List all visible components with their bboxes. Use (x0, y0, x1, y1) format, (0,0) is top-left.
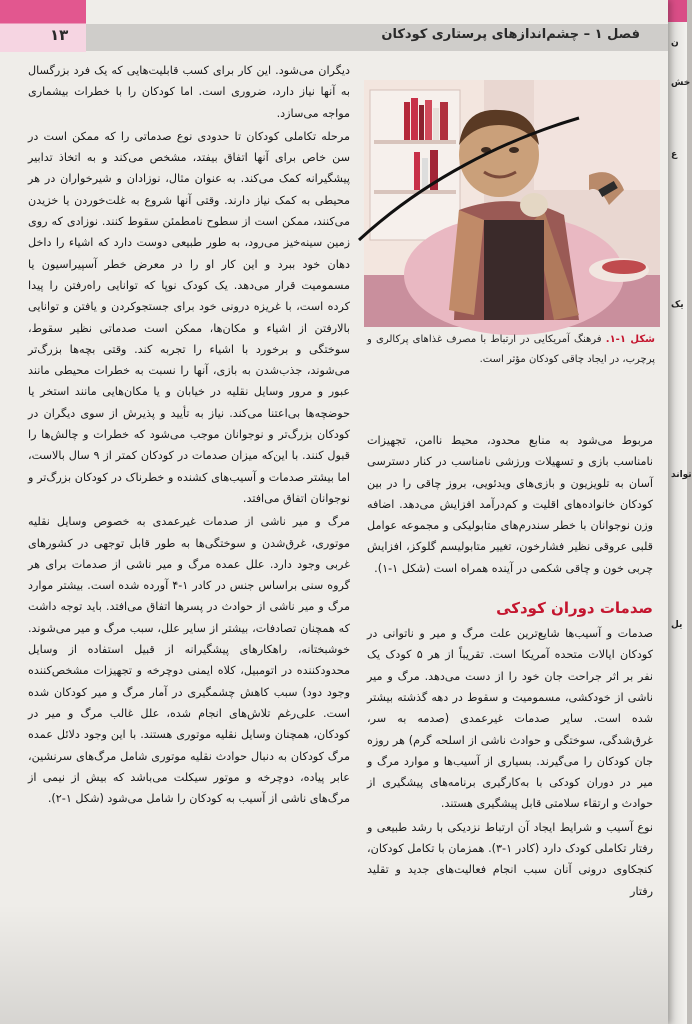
adjacent-fragment: خش (671, 78, 691, 88)
section-heading: صدمات دوران کودکی (496, 599, 653, 618)
child-eating-photo (364, 80, 660, 327)
figure-label: شکل ۱-۱. (605, 334, 655, 345)
adjacent-fragment: یل (671, 620, 683, 630)
paragraph: دیگران می‌شود. این کار برای کسب قابلیت‌هایی که یک فرد بزرگسال به آنها نیاز دارد، ضروری است. اما کودکان را با خطرات بیشماری مواجه می‌سازد. (28, 64, 350, 120)
left-column (28, 60, 350, 811)
paragraph: مربوط می‌شود به منابع محدود، محیط ناامن، تجهیزات نامناسب بازی و تسهیلات ورزشی نامناسب در کنار دسترسی آسان به تلویزیون و بازی‌های ویدئویی، بروز چاقی را در بین کودکان خانواده‌های اقلیت و کم‌درآمد افزایش می‌دهد. اضافه وزن نوجوانان با خطر سندرم‌های متابولیکی و مجموعه عوامل قلبی عروقی نظیر فشارخون، تغییر متابولیسم گلوکز، افزایش چربی خون و چاقی شکمی در آینده همراه است (شکل ۱-۱). (367, 434, 653, 575)
paragraph: مرحله تکاملی کودکان تا حدودی نوع صدماتی را که ممکن است در سن خاص برای آنها اتفاق بیفتد، مشخص می‌کند و به اتخاذ تدابیر پیشگیرانه کمک می‌کند. به عنوان مثال، نوزادان و شیرخواران در هر محیطی به کمک نیاز دارند. وقتی آنها شروع به غلت‌خوردن یا خزیدن می‌کنند، ممکن است از سطوح نامطمئن سقوط کنند. نوزادی که روی زمین سینه‌خیز می‌رود، به طور طبیعی دوست دارد که اشیاء را داخل دهان خود ببرد و این کار او را در معرض خطر آسپیراسیون یا مسمومیت قرار می‌دهد. یک کودک نوپا که توانایی راه‌رفتن را پیدا کرده است، با غریزه درونی خود برای جستجوکردن و یافتن و توانایی بالارفتن از اشیاء و مکان‌ها، ممکن است صدماتی نظیر سقوط، سوختگی و برخورد با اشیاء را تجربه کند. وقتی بچه‌ها بزرگ‌تر می‌شوند، جذب‌شدن به بازی، آنها را نسبت به خطرات محیطی مانند عبور و مرور وسایل نقلیه در خیابان و یا مکان‌هایی مانند استخر یا حوضچه‌ها بی‌اعتنا می‌کند. نیاز به تأیید و پذیرش از سوی دیگران در کودکان بزرگ‌تر و نوجوانان موجب می‌شود که خطرات و چالش‌ها را قبول کنند. با این‌که میزان صدمات در کودکان کمتر از ۹ سال بالاست، اما بیشتر صدمات و آسیب‌های کشنده و خطرناک در کودکان بزرگ‌تر و نوجوانان اتفاق می‌افتد. (28, 129, 351, 505)
adjacent-fragment: ع (671, 150, 678, 160)
figure-photo (364, 80, 660, 327)
chapter-title: فصل ۱ – چشم‌اندازهای پرستاری کودکان (381, 27, 640, 42)
adjacent-fragment: ن (671, 38, 679, 48)
header-pink-block (0, 0, 86, 52)
adjacent-fragment: یک (671, 300, 684, 310)
paragraph: نوع آسیب و شرایط ایجاد آن ارتباط نزدیکی با رشد طبیعی و رفتار تکاملی کودک دارد (کادر ۱-۳). همزمان با تکامل کودکان، کنجکاوی درونی آنان سبب انجام فعالیت‌های جدید و تقلید رفتار (367, 820, 654, 898)
page-header (0, 0, 668, 52)
right-column (367, 430, 653, 904)
paragraph: صدمات و آسیب‌ها شایع‌ترین علت مرگ و میر و ناتوانی در کودکان ایالات متحده آمریکا است. تقریباً از هر ۵ کودک یک نفر بر اثر جراحت جان خود را از دست می‌دهد. مرگ و میر ناشی از خودکشی، مسمومیت و سقوط در دهه گذشته بیشتر شده است. سایر صدمات غیرعمدی (صدمه به سر، غرق‌شدگی، سوختگی و حوادث ناشی از اسلحه گرم) هر روزه جان کودکان را می‌گیرند. بسیاری از آسیب‌ها و موارد مرگ و میر در دوران کودکی با به‌کارگیری برنامه‌های پیشگیری از حوادث و ارتقاء سلامتی قابل پیشگیری هستند. (367, 627, 654, 811)
figure-caption (367, 330, 655, 370)
paragraph: مرگ و میر ناشی از صدمات غیرعمدی به خصوص وسایل نقلیه موتوری، غرق‌شدن و سوختگی‌ها به طور قابل توجهی در کشورهای غربی وجود دارد. علل عمده مرگ و میر ناشی از صدمات برای هر گروه سنی براساس جنس در کادر ۱-۴ آورده شده است. بیشتر موارد مرگ و میر ناشی از حوادث در پسرها اتفاق می‌افتد. باید توجه داشت که همچنان تصادفات، بیشتر از سایر علل، سبب مرگ و میر می‌شوند. خوشبختانه، راهکارهای پیشگیرانه از قبیل استفاده از وسایل محدودکننده در اتومبیل، کلاه ایمنی دوچرخه و تجهیزات مشخص‌کننده وجود دود) سبب کاهش چشمگیری در آمار مرگ و میر کودکان شده است. علی‌رغم تلاش‌های انجام شده، علل غالب مرگ و میر در کودکان، همچنان وسایل نقلیه موتوری هستند. با این وجود دلائل عمده مرگ کودکان به دنبال حوادث نقلیه موتوری شامل مرگ‌های سرنشین، عابر پیاده، دوچرخه و موتور سیکلت می‌باشد که بیش از نیمی از مرگ‌های ناشی از آسیب به کودکان را شامل می‌شود (شکل ۱-۲). (28, 515, 350, 806)
adjacent-page-pink-tab (667, 0, 687, 22)
adjacent-fragment: تواند (671, 470, 692, 480)
figure-caption-text: فرهنگ آمریکایی در ارتباط با مصرف غذاهای پرکالری و پرچرب، در ایجاد چاقی کودکان مؤثر است. (367, 334, 655, 365)
page-number: ۱۳ (50, 26, 69, 44)
adjacent-page-edge (667, 0, 692, 1024)
